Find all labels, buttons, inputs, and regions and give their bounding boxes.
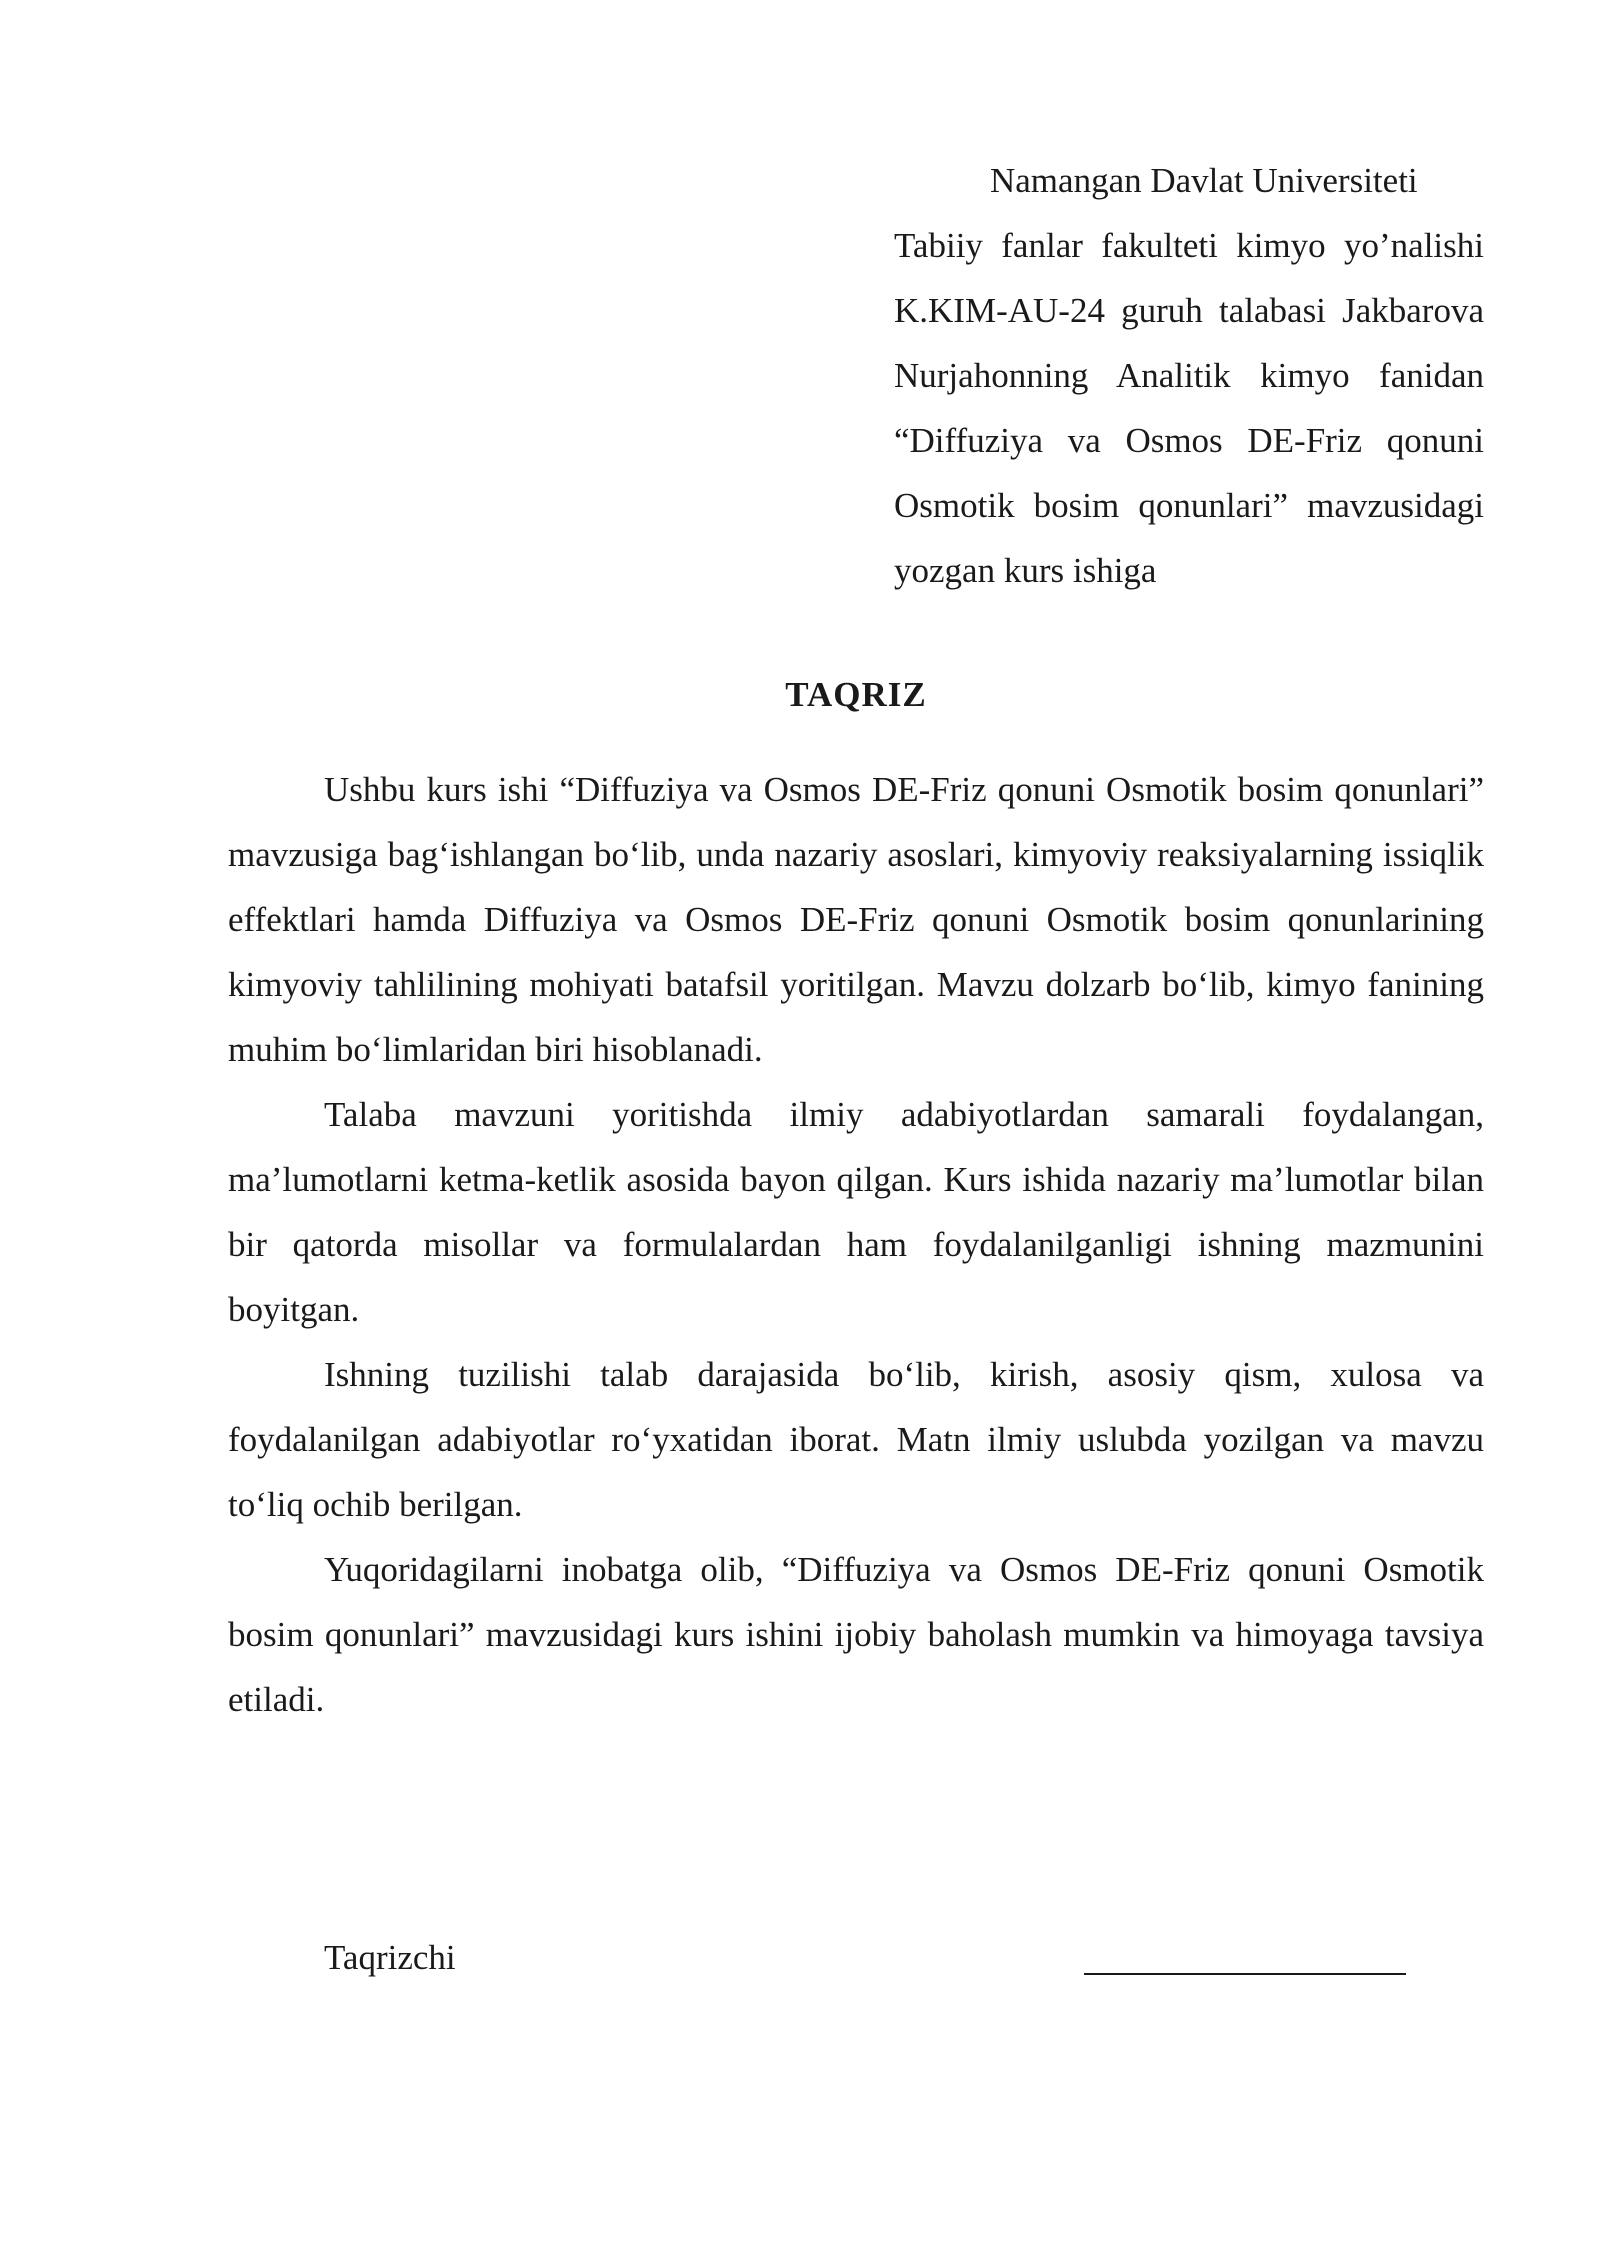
addressee-university: Namangan Davlat Universiteti xyxy=(990,161,1418,200)
review-body xyxy=(228,757,1484,1732)
signature-row xyxy=(324,1925,1484,1995)
addressee-block xyxy=(894,148,1484,603)
paragraph-4: Yuqoridagilarni inobatga olib, “Diffuziya va Osmos DE-Friz qonuni Osmotik bosim qonunlari” mavzusidagi kurs ishini ijobiy baholash mumkin va himoyaga tavsiya etiladi. xyxy=(228,1550,1484,1719)
paragraph-1: Ushbu kurs ishi “Diffuziya va Osmos DE-Friz qonuni Osmotik bosim qonunlari” mavzusiga bag‘ishlangan bo‘lib, unda nazariy asoslari, kimyoviy reaksiyalarning issiqlik effektlari hamda Diffuziya va Osmos DE-Friz qonuni Osmotik bosim qonunlarining kimyoviy tahlilining mohiyati batafsil yoritilgan. Mavzu dolzarb bo‘lib, kimyo fanining muhim bo‘limlaridan biri hisoblanadi. xyxy=(228,770,1484,1069)
signature-line xyxy=(1084,1973,1406,1975)
paragraph-2: Talaba mavzuni yoritishda ilmiy adabiyotlardan samarali foydalangan, ma’lumotlarni ketma-ketlik asosida bayon qilgan. Kurs ishida nazariy ma’lumotlar bilan bir qatorda misollar va formulalardan ham foydalanilganligi ishning mazmunini boyitgan. xyxy=(228,1095,1484,1329)
reviewer-label: Taqrizchi xyxy=(324,1938,456,1977)
addressee-details: Tabiiy fanlar fakulteti kimyo yo’nalishi K.KIM-AU-24 guruh talabasi Jakbarova Nurjahonning Analitik kimyo fanidan “Diffuziya va Osmos DE-Friz qonuni Osmotik bosim qonunlari” mavzusidagi yozgan kurs ishiga xyxy=(894,226,1484,590)
paragraph-3: Ishning tuzilishi talab darajasida bo‘lib, kirish, asosiy qism, xulosa va foydalanilgan adabiyotlar ro‘yxatidan iborat. Matn ilmiy uslubda yozilgan va mavzu to‘liq ochib berilgan. xyxy=(228,1355,1484,1524)
document-title: TAQRIZ xyxy=(785,675,927,714)
